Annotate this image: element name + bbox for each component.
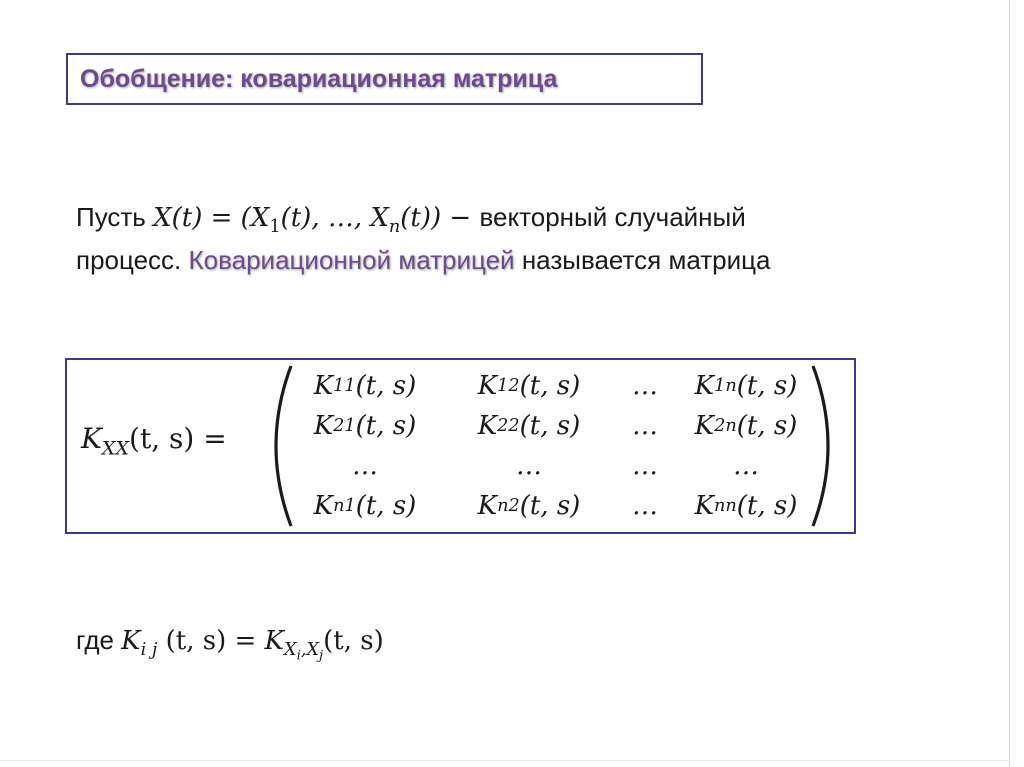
matrix-cell: …: [632, 491, 658, 521]
matrix-cell: K 2n (t, s): [694, 411, 798, 441]
formula-vector-process: $X(t) = (X_1(t)$, …, $X_n(t)$): [153, 203, 442, 238]
definition-paragraph: [76, 196, 976, 281]
matrix-cell: K n2 (t, s): [477, 491, 581, 521]
slide-title: Обобщение: ковариационная матрица: [80, 64, 558, 93]
slide-bottom-edge: [0, 760, 1010, 761]
matrix-cell: K 11 (t, s): [313, 371, 417, 401]
matrix-cell: K 21 (t, s): [313, 411, 417, 441]
matrix-cell: …: [632, 371, 658, 401]
matrix-cell: …: [632, 411, 658, 441]
matrix-cell: K nn (t, s): [694, 491, 798, 521]
word-let: Пусть: [76, 202, 146, 232]
matrix-cell: K 1n (t, s): [694, 371, 798, 401]
dash: −: [441, 203, 480, 233]
paragraph-line-2: процесс. Ковариационной матрицей называется матрица: [76, 245, 771, 275]
title-box: [66, 53, 703, 105]
matrix-lhs: $K_{XX}(t$, s) =: [81, 422, 227, 460]
right-parenthesis: [807, 362, 847, 530]
matrix-cell: K 12 (t, s): [477, 371, 581, 401]
matrix-cell: …: [733, 451, 759, 481]
text-after-dash: векторный случайный: [479, 202, 746, 232]
matrix-cell: …: [352, 451, 378, 481]
highlighted-term: Ковариационной матрицей: [188, 245, 515, 275]
matrix-cell: K 22 (t, s): [477, 411, 581, 441]
matrix-grid: [285, 366, 815, 526]
paragraph-line-1: [76, 196, 976, 239]
matrix-box: [65, 358, 856, 534]
slide-right-edge: [1009, 0, 1010, 767]
matrix-cell: K n1 (t, s): [313, 491, 417, 521]
matrix-cell: …: [632, 451, 658, 481]
where-line: где $K_{i j}$ (t, $s) = K_{X_i,X_j}(t$, s): [76, 625, 384, 664]
formula-kij: $K_{i j}$ (t, $s) = K_{X_i,X_j}(t$, s): [121, 626, 384, 664]
matrix-cell: …: [516, 451, 542, 481]
